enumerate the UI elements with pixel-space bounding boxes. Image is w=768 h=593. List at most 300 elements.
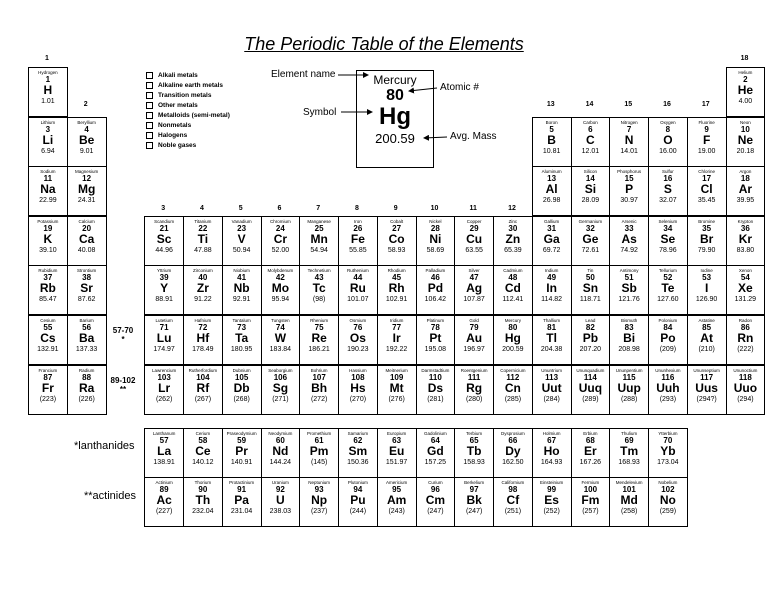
element-name: Manganese — [307, 219, 331, 224]
atomic-number: 43 — [314, 273, 324, 282]
atomic-mass: 50.94 — [232, 247, 251, 254]
element-y — [144, 265, 184, 315]
atomic-number: 85 — [702, 323, 712, 332]
atomic-number: 26 — [353, 224, 363, 233]
symbol: Si — [584, 182, 597, 196]
atomic-number: 76 — [353, 323, 363, 332]
element-name: Gadolinium — [423, 431, 447, 436]
atomic-mass: 158.93 — [463, 459, 485, 466]
element-name: Sulfur — [661, 169, 674, 174]
element-name: Ununquadium — [576, 368, 605, 373]
symbol: Tc — [312, 281, 326, 295]
element-name: Erbium — [583, 431, 598, 436]
atomic-mass: 69.72 — [542, 247, 561, 254]
symbol: Br — [699, 232, 714, 246]
element-name: Hassium — [349, 368, 367, 373]
atomic-mass: 32.07 — [659, 197, 677, 204]
legend-label: Halogens — [158, 131, 188, 139]
element-name: Oxygen — [660, 120, 676, 125]
symbol: Np — [311, 493, 328, 507]
atomic-number: 99 — [547, 485, 557, 494]
atomic-mass: 47.88 — [194, 247, 212, 254]
atomic-number: 110 — [428, 373, 442, 382]
legend-label: Transition metals — [158, 91, 212, 99]
element-er — [571, 428, 611, 478]
lanthanide-placeholder — [104, 316, 142, 365]
element-name: Protactinium — [229, 480, 255, 485]
symbol: Li — [42, 133, 54, 147]
atomic-number: 92 — [275, 485, 285, 494]
atomic-mass: 192.22 — [385, 346, 408, 353]
atomic-mass: 14.01 — [620, 148, 638, 155]
element-name: Tantalum — [232, 318, 251, 323]
atomic-mass: 12.01 — [581, 148, 600, 155]
symbol: Ba — [78, 331, 95, 345]
element-bh — [299, 365, 339, 415]
symbol: Yb — [660, 444, 676, 458]
atomic-mass: 114.82 — [541, 296, 563, 303]
element-name: Meitnerium — [385, 368, 408, 373]
element-co — [377, 216, 417, 266]
symbol: Be — [78, 133, 95, 147]
element-name: Cobalt — [390, 219, 404, 224]
element-name: Mercury — [504, 318, 521, 323]
element-name: Beryllium — [77, 120, 96, 125]
atomic-number: 34 — [663, 224, 673, 233]
symbol: Pr — [235, 444, 248, 458]
element-name: Strontium — [76, 268, 97, 273]
element-b — [532, 117, 572, 167]
element-name: Calcium — [78, 219, 95, 224]
symbol: O — [663, 133, 673, 147]
atomic-mass: 144.24 — [269, 459, 292, 466]
symbol: Tm — [620, 444, 639, 458]
element-name: Lutetium — [155, 318, 173, 323]
atomic-number: 61 — [314, 436, 324, 445]
element-name: Roentgenium — [460, 368, 488, 373]
atomic-number: 52 — [663, 273, 673, 282]
atomic-number: 46 — [430, 273, 440, 282]
atomic-mass: 204.38 — [540, 346, 563, 353]
atomic-mass: (289) — [582, 396, 599, 403]
atomic-mass: 112.41 — [502, 296, 524, 303]
atomic-mass: (284) — [543, 396, 560, 403]
element-name: Vanadium — [231, 219, 252, 224]
element-name: Ununtrium — [541, 368, 562, 373]
element-dy — [493, 428, 533, 478]
element-name: Copernicium — [500, 368, 526, 373]
element-name: Neon — [739, 120, 751, 125]
element-fe — [338, 216, 378, 266]
atomic-mass: (247) — [427, 508, 444, 515]
symbol: Lu — [156, 331, 172, 345]
element-xe — [726, 265, 766, 315]
atomic-mass: (294) — [737, 396, 754, 403]
key-element-name-label: Element name — [271, 69, 336, 80]
element-name: Fluorine — [698, 120, 715, 125]
symbol: Xe — [738, 281, 753, 295]
atomic-mass: 95.94 — [271, 296, 290, 303]
element-name: Silicon — [583, 169, 597, 174]
element-cu — [454, 216, 494, 266]
symbol: Fm — [581, 493, 600, 507]
element-al — [532, 166, 572, 216]
atomic-mass: 26.98 — [542, 197, 561, 204]
element-name: Actinium — [155, 480, 173, 485]
symbol: Y — [160, 281, 169, 295]
atomic-number: 27 — [392, 224, 402, 233]
symbol: Ce — [195, 444, 211, 458]
element-mt — [377, 365, 417, 415]
element-f — [687, 117, 727, 167]
atomic-number: 96 — [430, 485, 440, 494]
atomic-number: 62 — [353, 436, 363, 445]
lanthanide-ref-text: 57-70 * — [112, 326, 134, 344]
element-hf — [183, 315, 223, 365]
atomic-number: 51 — [624, 273, 634, 282]
element-pt — [416, 315, 456, 365]
element-no — [648, 477, 688, 527]
element-name: Scandium — [154, 219, 175, 224]
symbol: Dy — [505, 444, 521, 458]
element-uuh — [648, 365, 688, 415]
atomic-number: 117 — [700, 373, 714, 382]
atomic-number: 53 — [702, 273, 712, 282]
atomic-number: 112 — [506, 373, 520, 382]
element-uus — [687, 365, 727, 415]
group-number-4: 4 — [200, 205, 204, 212]
atomic-mass: (285) — [504, 396, 522, 403]
element-name: Copper — [466, 219, 482, 224]
element-name: Bromine — [698, 219, 715, 224]
element-name: Curium — [428, 480, 443, 485]
atomic-number: 32 — [585, 224, 595, 233]
element-name: Cesium — [40, 318, 56, 323]
symbol: Te — [661, 281, 675, 295]
atomic-number: 100 — [583, 485, 598, 494]
atomic-number: 114 — [583, 373, 597, 382]
atomic-mass: 195.08 — [424, 346, 447, 353]
element-name: Ununhexium — [655, 368, 681, 373]
atomic-number: 29 — [469, 224, 479, 233]
element-name: Plutonium — [347, 480, 368, 485]
atomic-number: 10 — [740, 125, 750, 134]
atomic-mass: 207.20 — [579, 346, 602, 353]
symbol: Db — [233, 381, 250, 395]
symbol: Ne — [737, 133, 754, 147]
atomic-number: 82 — [585, 323, 595, 332]
element-tl — [532, 315, 572, 365]
atomic-mass: (276) — [388, 396, 405, 403]
symbol: Pt — [429, 331, 442, 345]
atomic-mass: 20.18 — [736, 148, 755, 155]
symbol: Ho — [543, 444, 560, 458]
symbol: La — [157, 444, 172, 458]
element-name: Uranium — [271, 480, 289, 485]
element-name: Darmstadtium — [421, 368, 450, 373]
atomic-number: 47 — [469, 273, 479, 282]
symbol: Bk — [466, 493, 482, 507]
element-o — [648, 117, 688, 167]
symbol: Cl — [700, 182, 713, 196]
atomic-number: 91 — [237, 485, 247, 494]
symbol: Pm — [309, 444, 329, 458]
symbol: Sc — [156, 232, 172, 246]
atomic-mass: 131.29 — [734, 296, 757, 303]
atomic-mass: (288) — [620, 396, 638, 403]
element-name: Cadmium — [503, 268, 523, 273]
atomic-number: 19 — [43, 224, 53, 233]
symbol: Mt — [389, 381, 404, 395]
symbol: Cf — [506, 493, 520, 507]
atomic-mass: 52.00 — [271, 247, 290, 254]
atomic-number: 41 — [237, 273, 247, 282]
atomic-number: 87 — [43, 373, 53, 382]
group-number-8: 8 — [355, 205, 359, 212]
atomic-mass: 78.96 — [659, 247, 677, 254]
atomic-mass: 91.22 — [194, 296, 212, 303]
symbol: Uup — [617, 381, 641, 395]
atomic-number: 113 — [545, 373, 559, 382]
symbol: Ca — [78, 232, 95, 246]
legend-label: Nonmetals — [158, 121, 192, 129]
atomic-number: 58 — [198, 436, 208, 445]
element-po — [648, 315, 688, 365]
element-gd — [416, 428, 456, 478]
atomic-number: 106 — [273, 373, 288, 382]
symbol: Hf — [196, 331, 210, 345]
atomic-mass: 54.94 — [310, 247, 328, 254]
symbol: Pb — [582, 331, 599, 345]
atomic-number: 77 — [392, 323, 402, 332]
element-name: Lithium — [40, 120, 56, 125]
element-li — [28, 117, 68, 167]
atomic-mass: 140.91 — [230, 459, 253, 466]
legend-label: Metalloids (semi-metal) — [158, 111, 230, 119]
actinide-placeholder — [104, 366, 142, 415]
atomic-mass: 138.91 — [153, 459, 175, 466]
symbol: Ac — [156, 493, 172, 507]
element-mg — [67, 166, 107, 216]
legend-label: Other metals — [158, 101, 198, 109]
element-lr — [144, 365, 184, 415]
element-name: Dubnium — [232, 368, 251, 373]
symbol: Rg — [466, 381, 483, 395]
atomic-mass: 107.87 — [463, 296, 485, 303]
element-yb — [648, 428, 688, 478]
element-name: Krypton — [737, 219, 754, 224]
element-name: Chromium — [269, 219, 291, 224]
element-name: Ytterbium — [658, 431, 678, 436]
atomic-number: 22 — [198, 224, 208, 233]
atomic-mass: 150.36 — [347, 459, 369, 466]
atomic-mass: (259) — [659, 508, 677, 515]
atomic-number: 49 — [547, 273, 557, 282]
group-number-10: 10 — [430, 205, 439, 212]
group-number-2: 2 — [83, 101, 88, 108]
element-es — [532, 477, 572, 527]
symbol: Sn — [582, 281, 599, 295]
symbol: Cn — [504, 381, 521, 395]
element-name: Holmium — [542, 431, 561, 436]
symbol: Po — [660, 331, 676, 345]
atomic-number: 118 — [738, 373, 752, 382]
element-name: Nobelium — [658, 480, 678, 485]
element-name: Promethium — [306, 431, 332, 436]
element-name: Rutherfordium — [188, 368, 218, 373]
element-tm — [609, 428, 649, 478]
atomic-number: 86 — [740, 323, 750, 332]
atomic-number: 69 — [624, 436, 634, 445]
element-name: Americium — [385, 480, 408, 485]
symbol: Rb — [39, 281, 56, 295]
symbol: Ge — [582, 232, 599, 246]
atomic-number: 40 — [198, 273, 208, 282]
element-hg — [493, 315, 533, 365]
symbol: Rn — [737, 331, 754, 345]
symbol: Zr — [196, 281, 209, 295]
atomic-mass: 83.80 — [736, 247, 755, 254]
element-k — [28, 216, 68, 266]
element-ba — [67, 315, 107, 365]
atomic-mass: 151.97 — [385, 459, 408, 466]
symbol: Am — [386, 493, 407, 507]
group-number-17: 17 — [701, 101, 710, 108]
element-sc — [144, 216, 184, 266]
atomic-mass: 10.81 — [542, 148, 561, 155]
symbol: Uuh — [656, 381, 680, 395]
symbol: Uus — [695, 381, 718, 395]
group-number-11: 11 — [469, 205, 477, 212]
element-cd — [493, 265, 533, 315]
symbol: At — [700, 331, 713, 345]
element-name: Ununpentium — [615, 368, 643, 373]
element-name: Bismuth — [620, 318, 638, 323]
element-he — [726, 67, 766, 117]
element-name: Mendelevium — [615, 480, 643, 485]
atomic-number: 60 — [275, 436, 285, 445]
symbol: Gd — [427, 444, 444, 458]
element-ar — [726, 166, 766, 216]
atomic-number: 1 — [45, 75, 51, 84]
symbol: Se — [660, 232, 676, 246]
element-name: Barium — [79, 318, 94, 323]
atomic-mass: 74.92 — [620, 247, 638, 254]
atomic-number: 74 — [275, 323, 285, 332]
symbol: I — [704, 281, 709, 295]
element-la — [144, 428, 184, 478]
atomic-number: 105 — [234, 373, 249, 382]
element-ag — [454, 265, 494, 315]
atomic-mass: 30.97 — [620, 197, 638, 204]
element-pb — [571, 315, 611, 365]
atomic-mass: 72.61 — [581, 247, 600, 254]
group-number-15: 15 — [624, 101, 633, 108]
atomic-mass: 174.97 — [153, 346, 175, 353]
atomic-mass: (251) — [504, 508, 522, 515]
atomic-mass: 183.84 — [269, 346, 292, 353]
element-sg — [261, 365, 301, 415]
element-name: Arsenic — [621, 219, 637, 224]
element-ge — [571, 216, 611, 266]
symbol: Pa — [234, 493, 249, 507]
element-name: Magnesium — [74, 169, 99, 174]
element-name: Boron — [545, 120, 558, 125]
element-kr — [726, 216, 766, 266]
element-ds — [416, 365, 456, 415]
atomic-mass: (294?) — [696, 396, 717, 403]
atomic-number: 101 — [622, 485, 636, 494]
key-symbol-label: Symbol — [303, 107, 337, 118]
atomic-number: 12 — [82, 174, 92, 183]
element-name: Neptunium — [308, 480, 330, 485]
element-in — [532, 265, 572, 315]
element-br — [687, 216, 727, 266]
symbol: Ir — [392, 331, 401, 345]
element-hs — [338, 365, 378, 415]
element-sr — [67, 265, 107, 315]
element-ni — [416, 216, 456, 266]
atomic-mass: (268) — [233, 396, 250, 403]
element-md — [609, 477, 649, 527]
atomic-number: 3 — [45, 125, 51, 134]
atomic-number: 14 — [585, 174, 595, 183]
key-avg-mass-label: Avg. Mass — [450, 131, 497, 142]
element-name: Sodium — [40, 169, 56, 174]
element-name: Neodymium — [268, 431, 293, 436]
symbol: Md — [620, 493, 638, 507]
element-au — [454, 315, 494, 365]
element-cm — [416, 477, 456, 527]
element-name: Palladium — [425, 268, 446, 273]
atomic-mass: 16.00 — [659, 148, 677, 155]
symbol: N — [624, 133, 634, 147]
element-rg — [454, 365, 494, 415]
atomic-number: 48 — [508, 273, 518, 282]
legend-label: Noble gases — [158, 141, 197, 149]
element-name: Xenon — [738, 268, 752, 273]
atomic-mass: (272) — [310, 396, 328, 403]
atomic-mass: 200.59 — [502, 346, 524, 353]
atomic-mass: (98) — [312, 296, 326, 303]
atomic-number: 93 — [314, 485, 324, 494]
element-cl — [687, 166, 727, 216]
atomic-mass: (270) — [349, 396, 367, 403]
element-name: Thulium — [621, 431, 638, 436]
element-fr — [28, 365, 68, 415]
atomic-number: 70 — [663, 436, 673, 445]
atomic-mass: (209) — [659, 346, 677, 353]
atomic-mass: 35.45 — [697, 197, 716, 204]
atomic-mass: 238.03 — [269, 508, 292, 515]
atomic-mass: 178.49 — [192, 346, 214, 353]
element-pu — [338, 477, 378, 527]
element-name: Gold — [469, 318, 479, 323]
atomic-number: 21 — [159, 224, 169, 233]
symbol: Fr — [41, 381, 54, 395]
atomic-mass: (223) — [39, 396, 57, 403]
atomic-number: 59 — [237, 436, 247, 445]
atomic-number: 83 — [624, 323, 634, 332]
atomic-mass: (226) — [78, 396, 95, 403]
symbol: Ra — [78, 381, 95, 395]
element-name: Astatine — [698, 318, 715, 323]
atomic-number: 2 — [743, 75, 748, 84]
element-nd — [261, 428, 301, 478]
symbol: Ag — [466, 281, 483, 295]
symbol: P — [625, 182, 634, 196]
atomic-number: 68 — [585, 436, 595, 445]
